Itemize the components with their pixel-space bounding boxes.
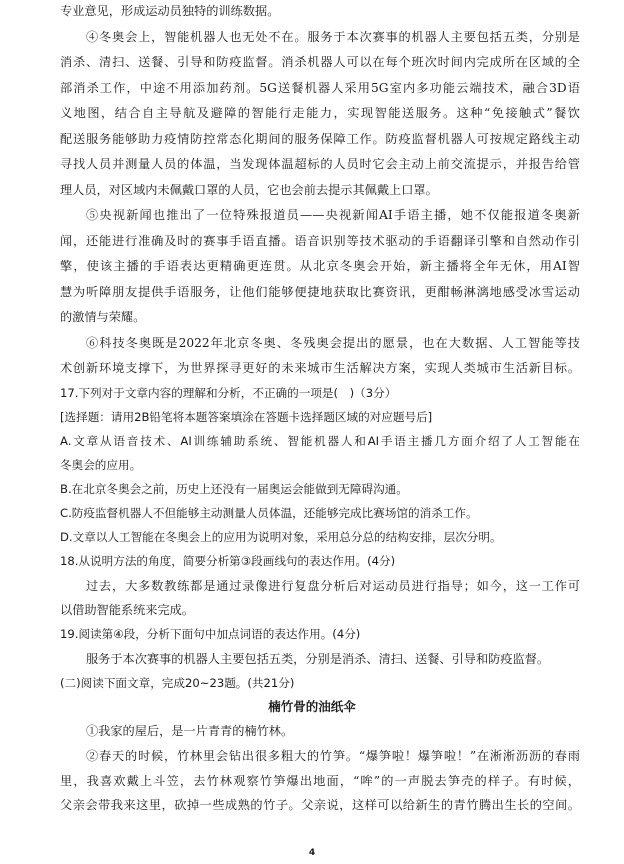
text-line: 部消杀工作，中途不用添加药剂。5G送餐机器人采用5G室内多功能云端技术，融合3D语 — [60, 81, 580, 95]
text-line: 父亲会带我来这里，砍掉一些成熟的竹子。父亲说，这样可以给新生的青竹腾出生长的空间。 — [60, 798, 580, 812]
quoted-sentence-cont: 以借助智能系统来完成。 — [60, 603, 195, 617]
option-d: D.文章以人工智能在冬奥会上的应用为说明对象，采用总分总的结构安排，层次分明。 — [60, 530, 502, 544]
paragraph-5-line: ⑤央视新闻也推出了一位特殊报道员——央视新闻AI手语主播，她不仅能报道冬奥新 — [86, 208, 580, 222]
question-18: 18.从说明方法的角度，简要分析第③段画线句的表达作用。(4分) — [60, 554, 396, 568]
paragraph-6-line: ⑥科技冬奥既是2022年北京冬奥、冬残奥会提出的愿景，也在大数据、人工智能等技 — [86, 336, 580, 350]
quoted-sentence: 服务于本次赛事的机器人主要包括五类，分别是消杀、清扫、送餐、引导和防疫监督。 — [86, 652, 550, 666]
section-heading: (二)阅读下面文章，完成20~23题。(共21分) — [60, 676, 295, 690]
text-line: 配送服务能够助力疫情防控常态化期间的服务保障工作。防疫监督机器人可按规定路线主动 — [60, 132, 580, 146]
text-line: 理人员，对区域内未佩戴口罩的人员，它也会前去提示其佩戴上口罩。 — [60, 183, 438, 197]
text-line: 义地图，结合自主导航及避障的智能行走能力，实现智能送服务。这种“免接触式”餐饮 — [60, 106, 580, 120]
text-line: 擎，使该主播的手语表达更精确更连贯。从北京冬奥会开始，新主播将全年无休，用AI智 — [60, 259, 580, 273]
text-line: 消杀、清扫、送餐、引导和防疫监督。消杀机器人可以在每个班次时间内完成所在区域的全 — [60, 55, 580, 69]
text-line: 里，我喜欢戴上斗笠，去竹林观察竹笋爆出地面，“哞”的一声脱去笋壳的样子。有时候， — [60, 774, 580, 788]
paragraph-1: ①我家的屋后，是一片青青的楠竹林。 — [86, 724, 294, 738]
option-a: A.文章从语音技术、AI训练辅助系统、智能机器人和AI手语主播几方面介绍了人工智能在 — [60, 434, 580, 448]
text-line: 专业意见，形成运动员独特的训练数据。 — [60, 4, 280, 18]
question-19: 19.阅读第④段，分析下面句中加点词语的表达作用。(4分) — [60, 627, 361, 641]
text-line: 术创新环境支撑下，为世界探寻更好的未来城市生活解决方案，实现人类城市生活新目标。 — [60, 361, 580, 375]
paragraph-2-line: ②春天的时候，竹林里会钻出很多粗大的竹笋。“爆笋啦！爆笋啦！”在淅淅沥沥的春雨 — [86, 749, 580, 763]
article-title: 楠竹骨的油纸伞 — [268, 699, 356, 714]
option-c: C.防疫监督机器人不但能够主动测量人员体温，还能够完成比赛场馆的消杀工作。 — [60, 506, 478, 520]
option-b: B.在北京冬奥会之前，历史上还没有一届奥运会能做到无障碍沟通。 — [60, 482, 408, 496]
question-17: 17.下列对于文章内容的理解和分析，不正确的一项是( )（3分） — [60, 386, 397, 400]
page-number: 4 — [308, 848, 316, 858]
text-line: 闻，还能进行准确及时的赛事手语直播。语音识别等技术驱动的手语翻译引擎和自然动作引 — [60, 234, 580, 248]
text-line: 的激情与荣耀。 — [60, 310, 146, 324]
quoted-sentence: 过去，大多数教练都是通过录像进行复盘分析后对运动员进行指导；如今，这一工作可 — [86, 579, 580, 593]
paragraph-4-line: ④冬奥会上，智能机器人也无处不在。服务于本次赛事的机器人主要包括五类，分别是 — [86, 30, 580, 44]
text-line: 慧为听障朋友提供手语服务，让他们能够便捷地获取比赛资讯，更酣畅淋漓地感受冰雪运动 — [60, 285, 580, 299]
question-17-instruction: [选择题：请用2B铅笔将本题答案填涂在答题卡选择题区域的对应题号后] — [60, 410, 433, 424]
text-line: 寻找人员并测量人员的体温，当发现体温超标的人员时它会主动上前交流提示，并报告给管 — [60, 157, 580, 171]
option-a-cont: 冬奥会的应用。 — [60, 458, 142, 472]
